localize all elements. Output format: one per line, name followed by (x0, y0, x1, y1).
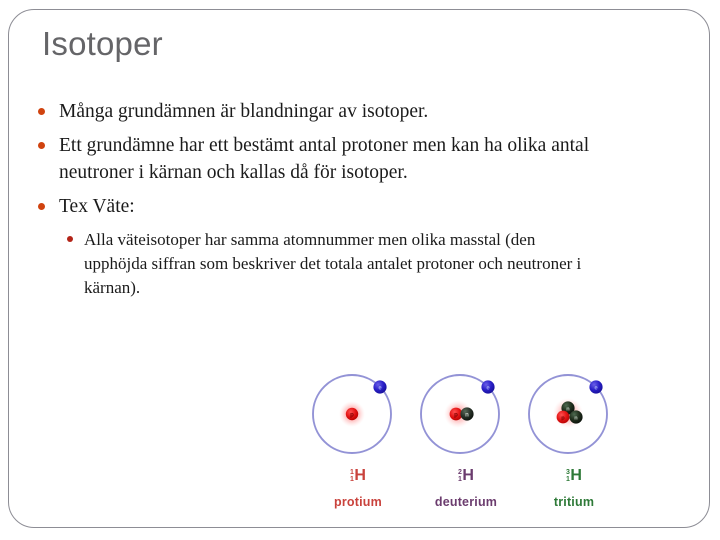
isotope-name-protium: protium (334, 495, 382, 510)
atom-diagram-protium (306, 366, 410, 462)
element-symbol: H (354, 467, 366, 485)
isotope-numbers (566, 469, 570, 484)
atom-deuterium (414, 366, 518, 526)
proton-label: p (350, 412, 354, 419)
bullet-dot-icon (38, 108, 45, 115)
proton-label: p (561, 415, 565, 422)
hydrogen-isotopes-figure (306, 366, 630, 526)
isotope-numbers (350, 469, 354, 484)
neutron-label: n (465, 412, 469, 419)
electron-label: e (594, 385, 598, 392)
isotope-symbol-protium (306, 468, 410, 484)
bullet-dot-icon (38, 203, 45, 210)
atom-diagram-deuterium (414, 366, 518, 462)
sub-bullet-text: Alla väteisotoper har samma atomnummer men olika masstal (den upphöjda siffran som beskriver det totala antalet protoner och neutroner i kärnan). (84, 229, 582, 297)
atomic-number: 1 (458, 476, 462, 484)
bullet-text: Ett grundämne har ett bestämt antal protoner men kan ha olika antal neutroner i kärnan och kallas då för isotoper. (59, 134, 590, 183)
electron-label: e (486, 385, 490, 392)
isotope-name-deuterium: deuterium (434, 495, 498, 510)
isotope-name-tritium: tritium (553, 495, 595, 510)
mass-number: 1 (350, 468, 354, 476)
tritium-atom-svg (522, 366, 626, 462)
mass-number: 2 (458, 468, 462, 476)
bullet-text: Många grundämnen är blandningar av isotoper. (59, 101, 429, 122)
deuterium-atom-svg (414, 366, 518, 462)
neutron-label: n (574, 415, 578, 422)
atom-tritium (522, 366, 626, 526)
slide-body (38, 99, 598, 302)
proton-label: p (454, 412, 458, 419)
neutron-label: n (566, 406, 570, 413)
isotope-symbol-deuterium (414, 468, 518, 484)
element-symbol: H (462, 467, 474, 485)
bullet-dot-icon (38, 142, 45, 149)
element-symbol: H (570, 467, 582, 485)
bullet-item (38, 133, 598, 187)
atomic-number: 1 (350, 476, 354, 484)
atom-protium (306, 366, 410, 526)
bullet-dot-icon (67, 236, 73, 242)
isotope-symbol-tritium (522, 468, 626, 484)
mass-number: 3 (566, 468, 570, 476)
atomic-number: 1 (566, 476, 570, 484)
sub-bullet-item (67, 228, 598, 300)
protium-atom-svg (306, 366, 410, 462)
electron-label: e (378, 385, 382, 392)
bullet-item (38, 99, 598, 126)
bullet-item (38, 194, 598, 221)
bullet-text: Tex Väte: (59, 195, 135, 217)
page-title: Isotoper (42, 25, 163, 62)
atom-diagram-tritium (522, 366, 626, 462)
isotope-numbers (458, 469, 462, 484)
